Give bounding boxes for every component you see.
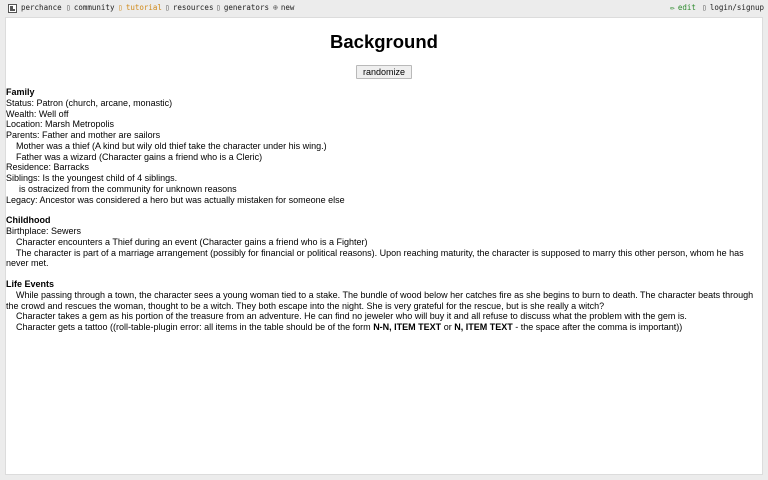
- family-siblings: Siblings: Is the youngest child of 4 siblings.: [6, 173, 178, 183]
- nav-label: login/signup: [709, 3, 765, 12]
- nav-generators[interactable]: [216, 0, 269, 16]
- nav-label: tutorial: [125, 3, 162, 12]
- life-event: Character takes a gem as his portion of the treasure from an adventure. He can find no jeweler who will buy it and all refuse to discuss what the problem with the gem is.: [16, 311, 687, 322]
- section-heading-family: Family: [6, 87, 35, 97]
- childhood-birthplace: Birthplace: Sewers: [6, 226, 82, 236]
- tattoo-format-1: N-N, ITEM TEXT: [373, 322, 442, 332]
- family-status: Status: Patron (church, arcane, monastic): [6, 97, 173, 108]
- family-legacy: Legacy: Ancestor was considered a hero but was actually mistaken for someone else: [6, 194, 345, 205]
- childhood-event-text: The character is part of a marriage arrangement (possibly for financial or political reasons). Upon reaching maturity, the character is supposed to marry this other person, whom he has never met.: [6, 247, 744, 269]
- plus-circle-icon: ⊕: [273, 3, 278, 12]
- gear-icon: ▯: [216, 3, 221, 12]
- nav-tutorial[interactable]: [118, 0, 162, 16]
- page-title: Background: [330, 31, 438, 52]
- childhood-event: [6, 248, 762, 270]
- tattoo-suffix: - the space after the comma is important)): [512, 322, 683, 332]
- nav-new[interactable]: [273, 0, 294, 16]
- nav-login[interactable]: [702, 0, 764, 16]
- family-father: Father was a wizard (Character gains a friend who is a Cleric): [16, 151, 263, 162]
- book-icon: ▯: [118, 3, 123, 12]
- family-sibling-note: is ostracized from the community for unknown reasons: [19, 183, 237, 194]
- section-heading-childhood: Childhood: [6, 215, 51, 226]
- background-output: [6, 87, 762, 333]
- tattoo-or: or: [441, 322, 455, 332]
- family-residence: Residence: Barracks: [6, 162, 90, 173]
- nav-perchance[interactable]: [8, 0, 62, 16]
- folder-icon: ▯: [165, 3, 170, 12]
- nav-label: new: [280, 3, 295, 12]
- nav-label: perchance: [21, 3, 62, 12]
- family-parents: Parents: Father and mother are sailors: [6, 130, 161, 140]
- nav-label: generators: [223, 3, 269, 12]
- top-nav: [0, 0, 768, 16]
- family-location: Location: Marsh Metropolis: [6, 119, 115, 130]
- users-icon: ▯: [66, 3, 71, 12]
- tattoo-text: Character gets a tattoo ((roll-table-plugin error: all items in the table should be of the form: [16, 322, 374, 332]
- tattoo-format-2: N, ITEM TEXT: [454, 322, 513, 332]
- life-event-text: While passing through a town, the character sees a young woman tied to a stake. The bundle of wood below her catches fire as she begins to burn to death. The character beats through the crowd and rescues the woman, thought to be a witch. They both escape into the night. She is very grateful for the rescue, but is she really a witch?: [6, 289, 754, 311]
- logo-icon: [8, 4, 17, 13]
- family-wealth: Wealth: Well off: [6, 108, 69, 119]
- nav-label: community: [73, 3, 115, 12]
- nav-label: resources: [172, 3, 214, 12]
- nav-resources[interactable]: [165, 0, 213, 16]
- nav-label: edit: [677, 3, 696, 12]
- life-event-tattoo: [6, 322, 762, 333]
- pencil-icon: ✏: [670, 3, 675, 12]
- nav-edit[interactable]: [670, 0, 696, 16]
- childhood-event: Character encounters a Thief during an event (Character gains a friend who is a Fighter): [16, 236, 368, 247]
- generator-output-panel: [5, 17, 763, 475]
- nav-community[interactable]: [66, 0, 114, 16]
- randomize-button[interactable]: randomize: [356, 65, 412, 79]
- user-icon: ▯: [702, 3, 707, 12]
- life-event: [6, 290, 762, 312]
- section-heading-life-events: Life Events: [6, 279, 55, 289]
- family-mother: Mother was a thief (A kind but wily old thief take the character under his wing.): [16, 140, 327, 151]
